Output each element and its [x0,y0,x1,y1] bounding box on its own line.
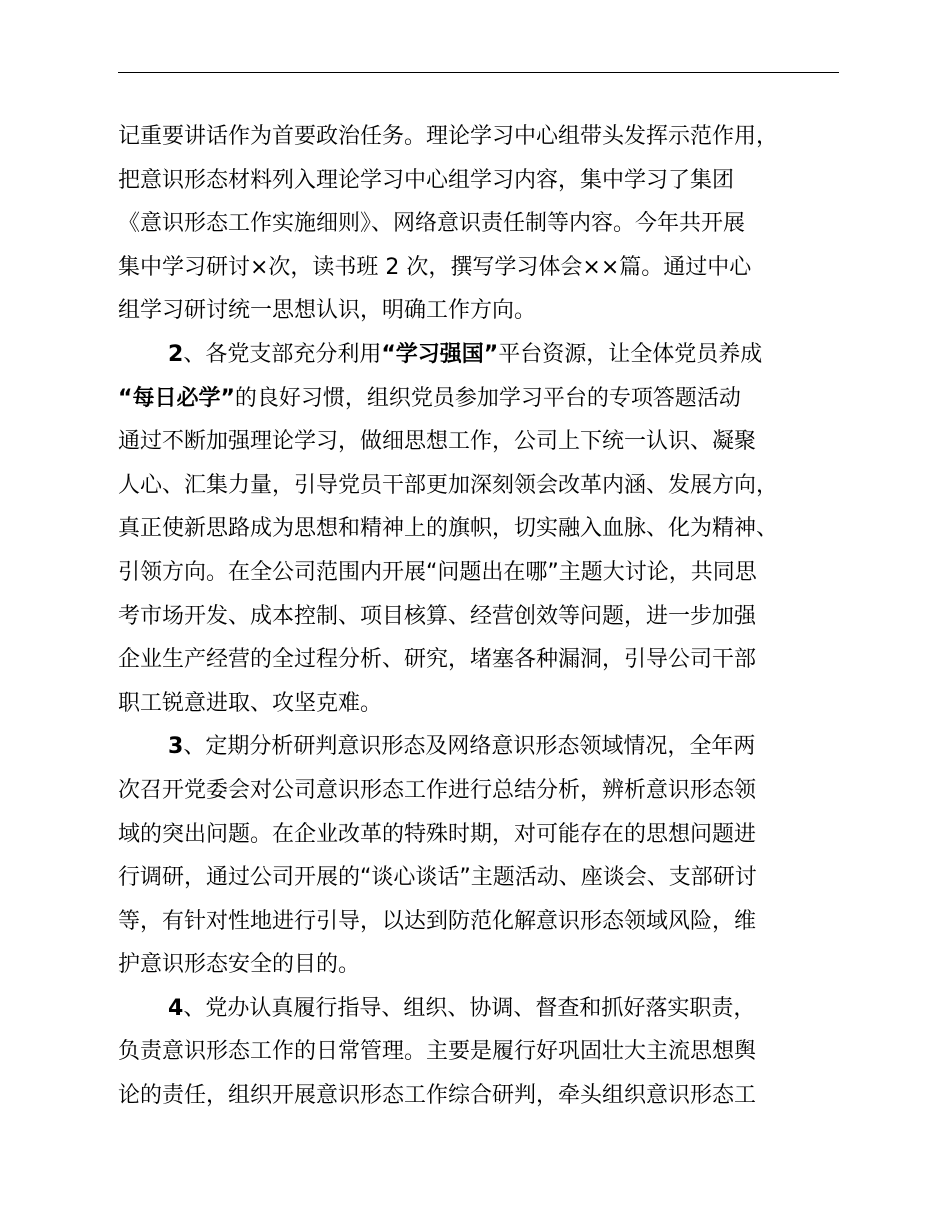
paragraph-number: 4 [168,995,184,1021]
text-line: 负责意识形态工作的日常管理。主要是履行好巩固壮大主流思想舆 [118,1039,757,1065]
text-line: 考市场开发、成本控制、项目核算、经营创效等问题，进一步加强 [118,603,757,629]
text-segment: 、党办认真履行指导、组织、协调、督查和抓好落实职责， [183,995,756,1021]
text-line: 次召开党委会对公司意识形态工作进行总结分析，辨析意识形态领 [118,777,757,803]
text-line: 行调研，通过公司开展的“谈心谈话”主题活动、座谈会、支部研讨 [118,865,757,891]
text-segment: 、各党支部充分利用 [183,341,382,367]
text-line: 引领方向。在全公司范围内开展“问题出在哪”主题大讨论，共同思 [118,559,757,585]
bold-phrase: “每日必学” [118,385,235,411]
text-line: 护意识形态安全的目的。 [118,952,361,978]
text-line: 把意识形态材料列入理论学习中心组学习内容，集中学习了集团 [118,167,735,193]
header-rule [118,72,839,73]
text-segment: 的良好习惯，组织党员参加学习平台的专项答题活动 [234,385,741,411]
paragraph-number: 3 [168,734,184,760]
paragraph-first-line [118,987,858,1031]
text-line: 企业生产经营的全过程分析、研究，堵塞各种漏洞，引导公司干部 [118,647,757,673]
paragraph-number: 2 [168,341,184,367]
text-line: 职工锐意进取、攻坚克难。 [118,690,383,716]
text-line: 论的责任，组织开展意识形态工作综合研判，牵头组织意识形态工 [118,1083,757,1109]
text-line: 人心、汇集力量，引导党员干部更加深刻领会改革内涵、发展方向， [118,472,779,498]
text-line: 真正使新思路成为思想和精神上的旗帜，切实融入血脉、化为精神、 [118,516,779,542]
paragraph-first-line [118,333,858,377]
text-line: 集中学习研讨×次，读书班 2 次，撰写学习体会××篇。通过中心 [118,254,752,280]
text-line: 等，有针对性地进行引导，以达到防范化解意识形态领域风险，维 [118,908,757,934]
text-line: 《意识形态工作实施细则》、网络意识责任制等内容。今年共开展 [118,211,746,237]
text-line: 域的突出问题。在企业改革的特殊时期，对可能存在的思想问题进 [118,821,757,847]
bold-phrase: “学习强国” [381,341,499,367]
text-line [118,377,858,421]
text-line: 记重要讲话作为首要政治任务。理论学习中心组带头发挥示范作用， [118,124,779,149]
text-segment: 、定期分析研判意识形态及网络意识形态领域情况，全年两 [183,734,756,760]
text-line: 组学习研讨统一思想认识，明确工作方向。 [118,298,537,324]
paragraph-first-line [118,725,858,769]
document-body [118,115,858,1118]
text-segment: 平台资源，让全体党员养成 [498,341,763,367]
text-line: 通过不断加强理论学习，做细思想工作，公司上下统一认识、凝聚 [118,429,757,455]
